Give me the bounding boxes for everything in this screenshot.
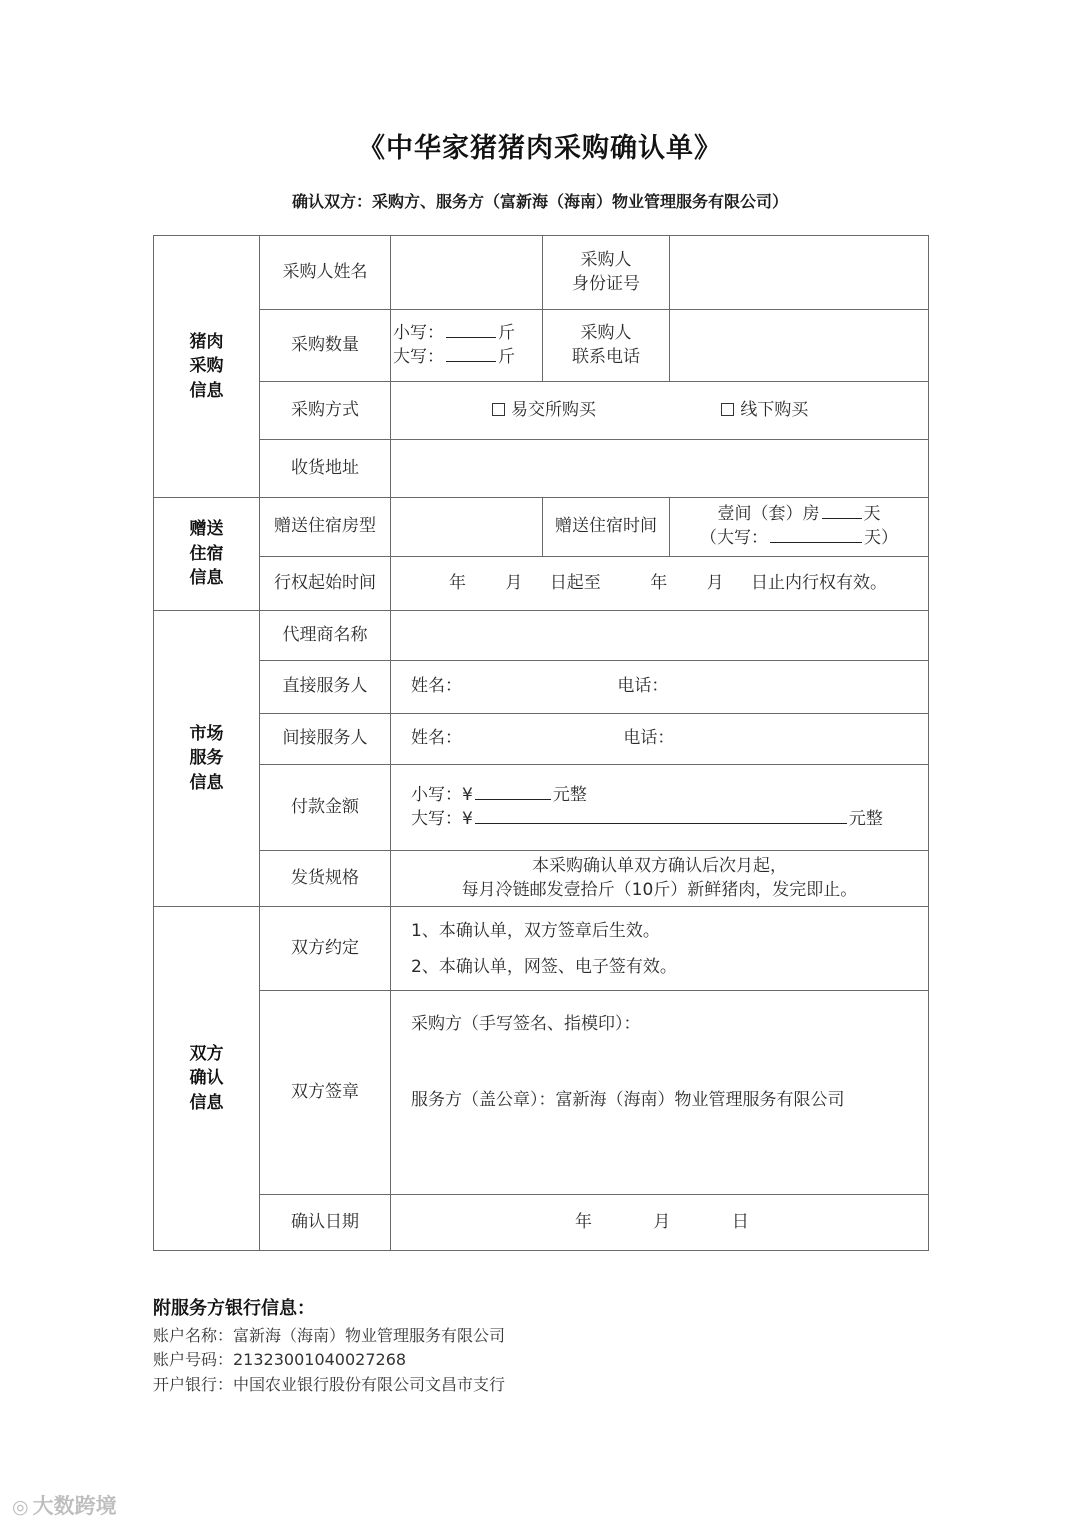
section-pork-info: 猪肉 采购 信息 (154, 236, 260, 498)
bank-branch: 开户银行：中国农业银行股份有限公司文昌市支行 (153, 1374, 506, 1394)
buyer-phone-label: 采购人 联系电话 (543, 310, 670, 382)
purchase-method-label: 采购方式 (260, 382, 391, 440)
weibo-icon: ◎ (12, 1496, 29, 1518)
room-type-label: 赠送住宿房型 (260, 498, 391, 557)
bank-info (153, 1297, 505, 1397)
indirect-server-field[interactable]: 姓名： 电话： (391, 714, 929, 765)
delivery-spec-label: 发货规格 (260, 851, 391, 907)
agreement-label: 双方约定 (260, 907, 391, 991)
row-signatures (154, 991, 929, 1195)
method-option-exchange[interactable]: 易交所购买 (492, 399, 596, 423)
row-indirect-server (154, 714, 929, 765)
page-title: 《中华家猪猪肉采购确认单》 (358, 133, 722, 164)
bank-info-title: 附服务方银行信息： (153, 1298, 315, 1319)
seller-signature: 服务方（盖公章）：富新海（海南）物业管理服务有限公司 (411, 1089, 845, 1110)
section-confirm-info: 双方 确认 信息 (154, 907, 260, 1251)
row-address (154, 440, 929, 498)
payment-amount-field[interactable]: 小写：¥ 元整 大写：¥ 元整 (391, 765, 929, 851)
buyer-id-label: 采购人 身份证号 (543, 236, 670, 310)
start-time-label: 行权起始时间 (260, 557, 391, 611)
bank-account-number: 账户号码：21323001040027268 (153, 1350, 407, 1369)
section-market-info: 市场 服务 信息 (154, 611, 260, 907)
purchase-method-options (391, 382, 929, 440)
row-agreement (154, 907, 929, 991)
row-delivery-spec (154, 851, 929, 907)
start-time-field[interactable]: 年 月 日起至 年 月 日止内行权有效。 (391, 557, 929, 611)
confirm-date-field[interactable]: 年 月 日 (391, 1195, 929, 1251)
stay-days-blank[interactable] (822, 517, 862, 519)
row-confirm-date (154, 1195, 929, 1251)
direct-server-field[interactable]: 姓名： 电话： (391, 661, 929, 714)
delivery-spec-text: 本采购确认单双方确认后次月起， 每月冷链邮发壹拾斤（10斤）新鲜猪肉，发完即止。 (391, 851, 929, 907)
checkbox-icon[interactable] (721, 403, 734, 416)
row-purchase-method (154, 382, 929, 440)
signature-label: 双方签章 (260, 991, 391, 1195)
stay-time-field[interactable]: 壹间（套）房 天 （大写： 天） (670, 498, 929, 557)
row-room-type (154, 498, 929, 557)
row-quantity (154, 310, 929, 382)
buyer-name-label: 采购人姓名 (260, 236, 391, 310)
agreement-text: 1、本确认单，双方签章后生效。 2、本确认单，网签、电子签有效。 (391, 907, 929, 991)
bank-account-name: 账户名称：富新海（海南）物业管理服务有限公司 (153, 1325, 506, 1345)
indirect-server-label: 间接服务人 (260, 714, 391, 765)
page-subtitle: 确认双方：采购方、服务方（富新海（海南）物业管理服务有限公司） (291, 192, 788, 211)
quantity-field[interactable]: 小写： 斤 大写： 斤 (391, 310, 543, 382)
quantity-label: 采购数量 (260, 310, 391, 382)
amount-big-blank[interactable] (475, 822, 847, 824)
row-agent (154, 611, 929, 661)
qty-big-blank[interactable] (446, 360, 496, 362)
address-label: 收货地址 (260, 440, 391, 498)
direct-server-label: 直接服务人 (260, 661, 391, 714)
buyer-id-field[interactable] (670, 236, 929, 310)
confirm-date-label: 确认日期 (260, 1195, 391, 1251)
buyer-phone-field[interactable] (670, 310, 929, 382)
stay-time-label: 赠送住宿时间 (543, 498, 670, 557)
room-type-field[interactable] (391, 498, 543, 557)
amount-small-blank[interactable] (475, 798, 551, 800)
row-direct-server (154, 661, 929, 714)
signature-area[interactable] (391, 991, 929, 1195)
checkbox-icon[interactable] (492, 403, 505, 416)
row-start-time (154, 557, 929, 611)
section-stay-info: 赠送 住宿 信息 (154, 498, 260, 611)
row-buyer-name (154, 236, 929, 310)
row-payment-amount (154, 765, 929, 851)
method-option-offline[interactable]: 线下购买 (721, 399, 808, 423)
qty-small-blank[interactable] (446, 336, 496, 338)
agent-label: 代理商名称 (260, 611, 391, 661)
agent-field[interactable] (391, 611, 929, 661)
watermark: ◎ 大数跨境 (12, 1494, 117, 1518)
payment-amount-label: 付款金额 (260, 765, 391, 851)
address-field[interactable] (391, 440, 929, 498)
buyer-signature[interactable]: 采购方（手写签名、指模印）： (411, 1014, 641, 1034)
purchase-form-table (153, 235, 929, 1251)
buyer-name-field[interactable] (391, 236, 543, 310)
stay-days-big-blank[interactable] (770, 541, 862, 543)
